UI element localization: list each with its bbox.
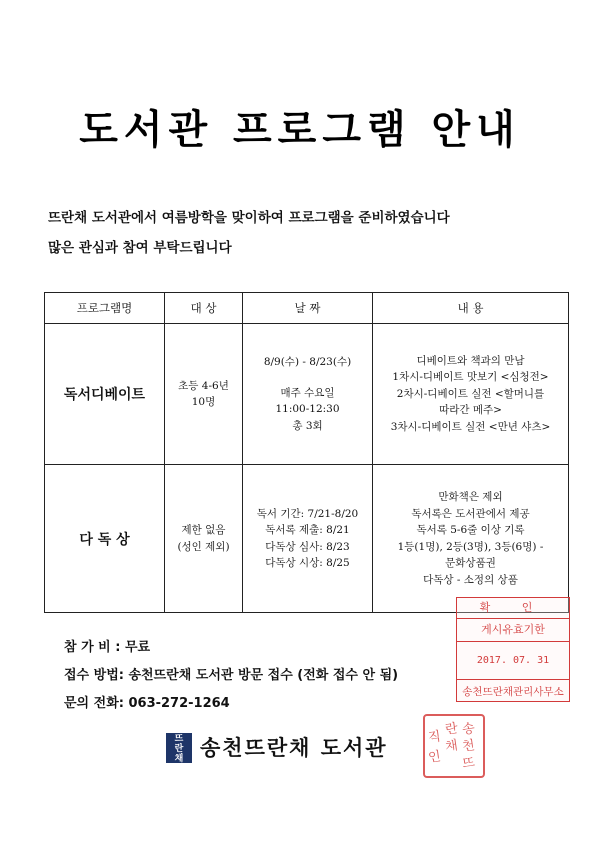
stamp-validity-label: 게시유효기한 [457,619,569,642]
content-line: 디베이트와 책과의 만남 [416,354,525,367]
date-line: 8/9(수) - 8/23(수) [263,356,352,368]
content-cell [373,465,569,613]
target-cell [165,324,243,465]
content-line: 2차시-디베이트 실전 <할머니를 [396,387,545,400]
intro-line-1: 뜨란채 도서관에서 여름방학을 맞이하여 프로그램을 준비하였습니다 [48,210,450,226]
header-content: 내 용 [373,293,569,324]
content-line: 1등(1명), 2등(3명), 3등(6명) - [397,540,544,553]
header-target: 대 상 [165,293,243,324]
program-table [44,292,569,613]
library-name: 송천뜨란채 도서관 [200,736,388,760]
target-line: 제한 없음 [181,524,226,536]
date-line: 독서 기간: 7/21-8/20 [256,507,359,520]
date-line: 11:00-12:30 [275,403,340,415]
target-cell [165,465,243,613]
content-line: 1차시-디베이트 맛보기 <심청전> [392,371,549,384]
date-cell [243,465,373,613]
content-line: 독서록은 도서관에서 제공 [411,507,530,520]
header-date: 날 짜 [243,293,373,324]
table-header-row [45,293,569,324]
content-line: 다독상 - 소정의 상품 [423,573,518,586]
target-line: (성인 제외) [177,540,230,553]
target-line: 초등 4-6년 [178,379,229,392]
program-name-cell [45,465,165,613]
header-program-name: 프로그램명 [45,293,165,324]
date-line: 다독상 심사: 8/23 [265,540,350,553]
program-name: 독서디베이트 [63,387,146,403]
contact-phone-info: 문의 전화: 063-272-1264 [64,696,230,711]
program-name: 다 독 상 [79,531,130,548]
table-row [45,465,569,613]
content-line: 만화책은 제외 [438,491,503,503]
date-line: 독서록 제출: 8/21 [265,524,350,536]
posting-approval-stamp [456,597,570,702]
stamp-office-name: 송천뜨란채관리사무소 [462,686,564,698]
target-line: 10명 [191,396,216,408]
content-line: 따라간 메주> [439,404,502,417]
content-line: 문화상품권 [445,557,496,569]
intro-line-2: 많은 관심과 참여 부탁드립니다 [48,240,232,256]
stamp-expiry-date: 2017. 07. 31 [457,642,569,680]
content-line: 독서록 5-6줄 이상 기록 [416,524,525,536]
program-name-cell [45,324,165,465]
date-line: 총 3회 [292,419,323,432]
content-cell [373,324,569,465]
stamp-confirm-label: 확 인 [457,598,569,619]
registration-method-info: 접수 방법: 송천뜨란채 도서관 방문 접수 (전화 접수 안 됨) [64,668,399,683]
date-cell [243,324,373,465]
fee-info: 참 가 비 : 무료 [64,640,151,655]
date-line: 다독상 시상: 8/25 [265,557,350,569]
official-seal-icon: 송 천 뜨 란 채 직 인 [423,714,485,778]
content-line: 3차시-디베이트 실전 <만년 샤츠> [390,420,551,433]
date-line: 매주 수요일 [280,386,335,399]
library-logo-icon: 뜨 란 채 [166,733,192,763]
table-row [45,324,569,465]
page-title: 도서관 프로그램 안내 [79,107,521,153]
